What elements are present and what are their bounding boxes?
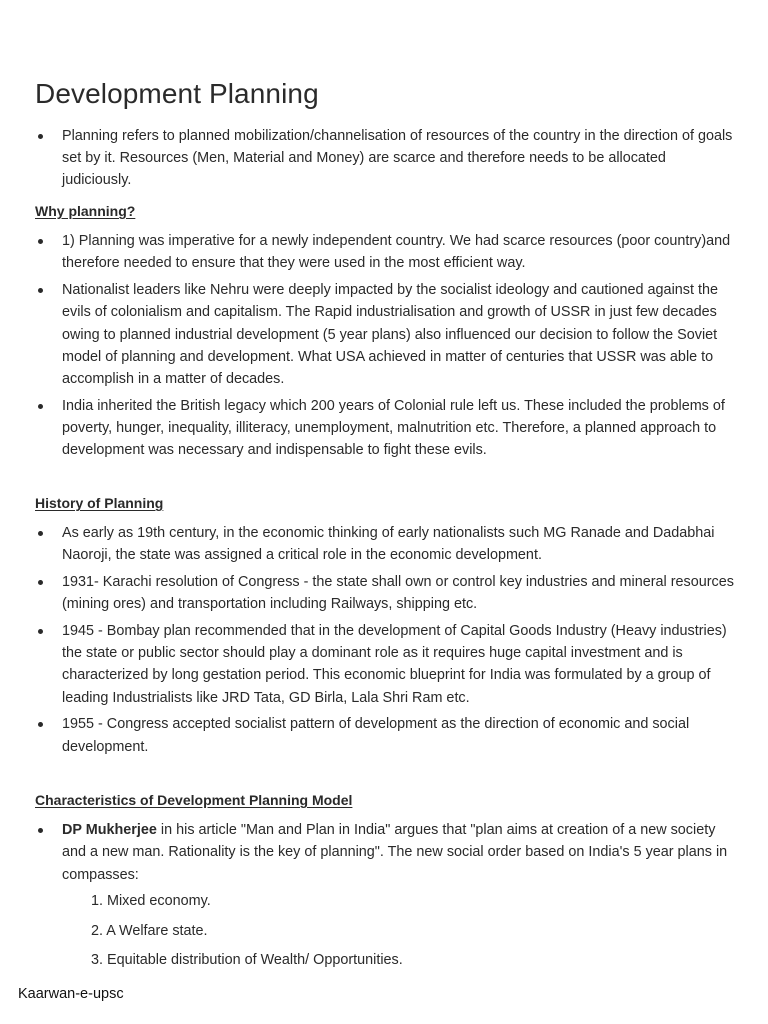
characteristics-section <box>35 789 735 978</box>
section-heading-why-planning: Why planning? <box>35 203 136 219</box>
list-item: Planning refers to planned mobilization/channelisation of resources of the country in the direction of goals set by it. Resources (Men, Material and Money) are scarce and therefore needs to be allocated judiciously. <box>35 125 735 192</box>
numbered-item: 2. A Welfare state. <box>91 922 208 939</box>
page-title: Development Planning <box>35 78 319 109</box>
author-name: DP Mukherjee <box>62 822 157 839</box>
list-item: As early as 19th century, in the economic thinking of early nationalists such MG Ranade and Dadabhai Naoroji, the state was assigned a critical role in the economic development. <box>35 522 735 566</box>
intro-list <box>35 125 735 192</box>
list-item: 1931- Karachi resolution of Congress - the state shall own or control key industries and mineral resources (mining ores) and transportation including Railways, shipping etc. <box>35 571 735 615</box>
list-item-text: in his article "Man and Plan in India" argues that "plan aims at creation of a new society and a new man. Rationality is the key of planning". The new social order based on India's 5 year plans in compasses: <box>62 822 728 883</box>
intro-section <box>35 125 735 196</box>
list-item: 1945 - Bombay plan recommended that in the development of Capital Goods Industry (Heavy industries) the state or public sector should play a dominant role as it requires huge capital investment and is characterized by long gestation period. This economic blueprint for India was formulated by a group of leading Industrialists like JRD Tata, GD Birla, Lala Shri Ram etc. <box>35 620 735 709</box>
numbered-item: 1. Mixed economy. <box>91 893 211 910</box>
list-item: 1955 - Congress accepted socialist pattern of development as the direction of economic and social development. <box>35 713 735 757</box>
footer-watermark: Kaarwan-e-upsc <box>18 986 124 1002</box>
history-list <box>35 522 735 758</box>
why-planning-list <box>35 230 735 461</box>
section-heading-history: History of Planning <box>35 495 164 511</box>
numbered-item: 3. Equitable distribution of Wealth/ Opportunities. <box>91 952 403 969</box>
list-item: India inherited the British legacy which 200 years of Colonial rule left us. These included the problems of poverty, hunger, inequality, illiteracy, unemployment, malnutrition etc. Therefore, a planned approach to development was necessary and indispensable to fight these evils. <box>35 395 735 462</box>
why-planning-section <box>35 200 735 466</box>
characteristics-list <box>35 819 735 886</box>
list-item <box>35 819 735 886</box>
section-heading-characteristics: Characteristics of Development Planning Model <box>35 792 353 808</box>
characteristics-numbered-list <box>35 890 735 971</box>
history-section <box>35 492 735 762</box>
list-item: 1) Planning was imperative for a newly independent country. We had scarce resources (poor country)and therefore needed to ensure that they were used in the most efficient way. <box>35 230 735 274</box>
list-item: Nationalist leaders like Nehru were deeply impacted by the socialist ideology and cautioned against the evils of colonialism and capitalism. The Rapid industrialisation and growth of USSR in just few decades owing to planned industrial development (5 year plans) also influenced our decision to follow the Soviet model of planning and development. What USA achieved in matter of centuries that USSR was able to accomplish in a matter of decades. <box>35 279 735 390</box>
